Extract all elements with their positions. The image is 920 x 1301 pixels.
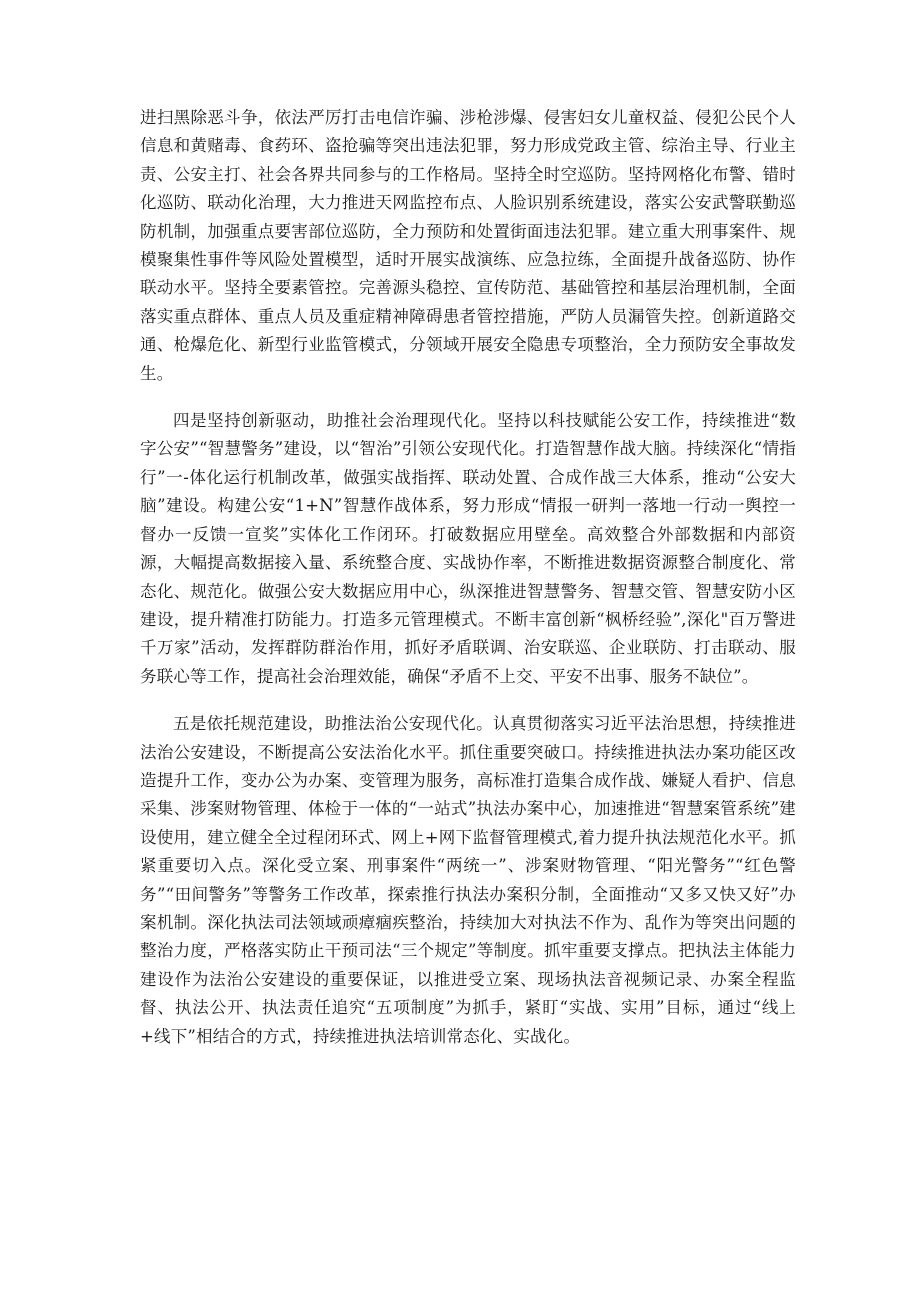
paragraph-section-four: 四是坚持创新驱动，助推社会治理现代化。坚持以科技赋能公安工作，持续推进“数字公安”“智慧警务”建设，以“智治”引领公安现代化。打造智慧作战大脑。持续深化“情指行”一-体化运行机制改革，做强实战指挥、联动处置、合成作战三大体系，推动“公安大脑”建设。构建公安“1+N”智慧作战体系，努力形成“情报一研判一落地一行动一舆控一督办一反馈一宣奖”实体化工作闭环。打破数据应用壁垒。高效整合外部数据和内部资源，大幅提高数据接入量、系统整合度、实战协作率，不断推进数据资源整合制度化、常态化、规范化。做强公安大数据应用中心，纵深推进智慧警务、智慧交管、智慧安防小区建设，提升精准打防能力。打造多元管理模式。不断丰富创新“枫桥经验”,深化"百万警进千万家”活动，发挥群防群治作用，抓好矛盾联调、治安联巡、企业联防、打击联动、服务联心等工作，提高社会治理效能，确保“矛盾不上交、平安不出事、服务不缺位”。 [140, 411, 796, 686]
paragraph-continuation: 进扫黑除恶斗争，依法严厉打击电信诈骗、涉枪涉爆、侵害妇女儿童权益、侵犯公民个人信息和黄赌毒、食药环、盗抢骗等突出违法犯罪，努力形成党政主管、综治主导、行业主责、公安主打、社会各界共同参与的工作格局。坚持全时空巡防。坚持网格化布警、错时化巡防、联动化治理，大力推进天网监控布点、人脸识别系统建设，落实公安武警联勤巡防机制，加强重点要害部位巡防，全力预防和处置街面违法犯罪。建立重大刑事案件、规模聚集性事件等风险处置模型，适时开展实战演练、应急拉练，全面提升战备巡防、协作联动水平。坚持全要素管控。完善源头稳控、宣传防范、基础管控和基层治理机制，全面落实重点群体、重点人员及重症精神障碍患者管控措施，严防人员漏管失控。创新道路交通、枪爆危化、新型行业监管模式，分领域开展安全隐患专项整治，全力预防安全事故发生。 [140, 108, 796, 383]
document-page [140, 104, 796, 1070]
paragraph-section-five: 五是依托规范建设，助推法治公安现代化。认真贯彻落实习近平法治思想，持续推进法治公安建设，不断提高公安法治化水平。抓住重要突破口。持续推进执法办案功能区改造提升工作，变办公为办案、变管理为服务，高标准打造集合成作战、嫌疑人看护、信息采集、涉案财物管理、体检于一体的“一站式”执法办案中心，加速推进“智慧案管系统”建设使用，建立健全全过程闭环式、网上+网下监督管理模式,着力提升执法规范化水平。抓紧重要切入点。深化受立案、刑事案件“两统一”、涉案财物管理、“阳光警务”“红色警务”“田间警务”等警务工作改革，探索推行执法办案积分制，全面推动“又多又快又好”办案机制。深化执法司法领域顽瘴痼疾整治，持续加大对执法不作为、乱作为等突出问题的整治力度，严格落实防止干预司法“三个规定”等制度。抓牢重要支撑点。把执法主体能力建设作为法治公安建设的重要保证，以推进受立案、现场执法音视频记录、办案全程监督、执法公开、执法责任追究“五项制度”为抓手，紧盯“实战、实用”目标，通过“线上+线下”相结合的方式，持续推进执法培训常态化、实战化。 [140, 714, 796, 1046]
